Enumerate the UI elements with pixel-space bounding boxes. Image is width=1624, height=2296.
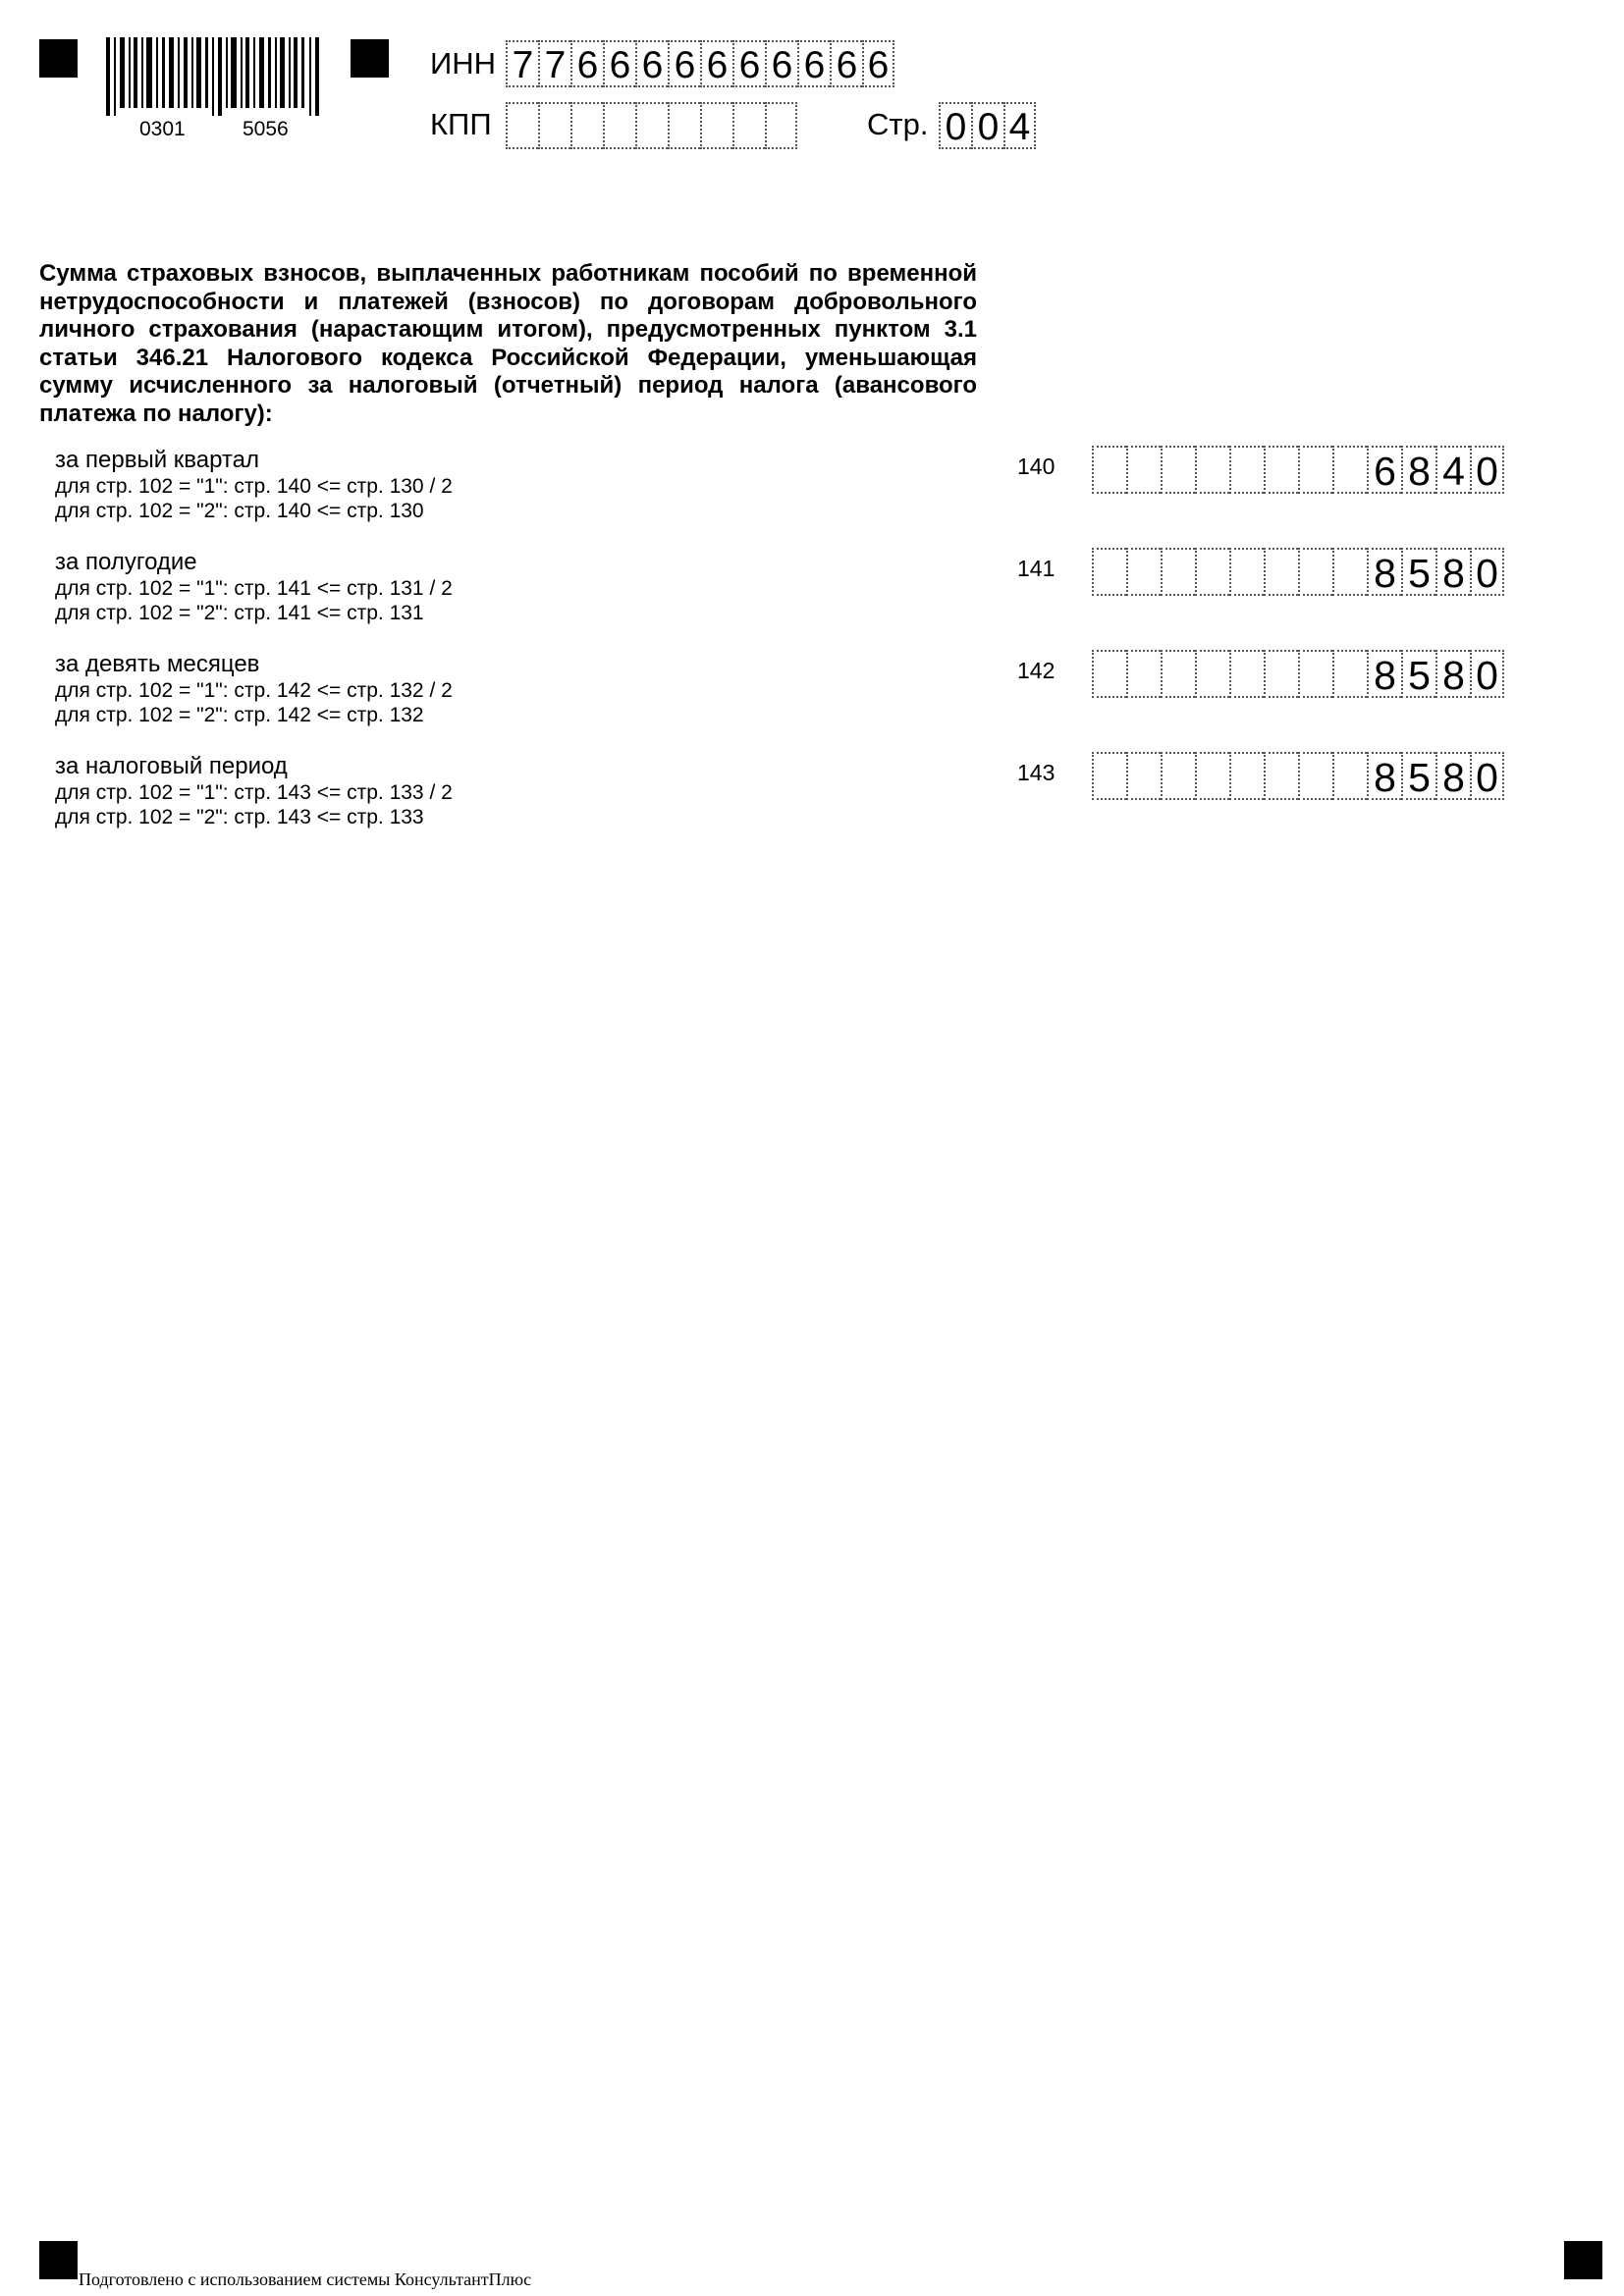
inn-cell: 7	[506, 40, 538, 87]
inn-cell: 6	[635, 40, 668, 87]
amount-cell	[1126, 548, 1161, 596]
inn-cell: 6	[570, 40, 603, 87]
row-code: 143	[1017, 760, 1056, 785]
amount-cell	[1092, 752, 1126, 800]
page-number-cell: 0	[971, 102, 1003, 149]
row-condition-1: для стр. 102 = "1": стр. 141 <= стр. 131 / 2	[55, 577, 453, 600]
page-number-cell: 4	[1003, 102, 1036, 149]
amount-cell	[1264, 650, 1298, 698]
amount-cell	[1092, 446, 1126, 494]
inn-cell: 6	[765, 40, 797, 87]
row-code: 142	[1017, 658, 1056, 683]
amount-cell: 8	[1367, 548, 1401, 596]
amount-cell: 0	[1470, 548, 1504, 596]
row-condition-1: для стр. 102 = "1": стр. 142 <= стр. 132 / 2	[55, 679, 453, 702]
amount-cell: 6	[1367, 446, 1401, 494]
amount-cell	[1298, 752, 1332, 800]
inn-cell: 6	[668, 40, 700, 87]
amount-cell	[1195, 752, 1229, 800]
inn-cell: 6	[700, 40, 732, 87]
row-title: за полугодие	[55, 549, 197, 575]
barcode-left-number: 0301	[139, 118, 186, 140]
kpp-cell	[570, 102, 603, 149]
row-title: за налоговый период	[55, 753, 288, 779]
row-condition-2: для стр. 102 = "2": стр. 140 <= стр. 130	[55, 500, 424, 522]
corner-marker-top-left	[39, 39, 78, 78]
amount-cell	[1126, 446, 1161, 494]
barcode	[106, 37, 321, 116]
page-number-cell: 0	[939, 102, 971, 149]
amount-cell	[1195, 650, 1229, 698]
kpp-cell	[506, 102, 538, 149]
inn-field[interactable]	[506, 40, 894, 87]
amount-cell	[1229, 446, 1264, 494]
kpp-cell	[732, 102, 765, 149]
page-label: Стр.	[867, 107, 929, 141]
amount-cell: 8	[1367, 752, 1401, 800]
amount-cell: 8	[1435, 650, 1470, 698]
corner-marker-bottom-right	[1564, 2241, 1602, 2279]
barcode-right-number: 5056	[243, 118, 289, 140]
inn-cell: 7	[538, 40, 570, 87]
row-condition-2: для стр. 102 = "2": стр. 141 <= стр. 131	[55, 602, 424, 624]
row-amount-field-143[interactable]	[1092, 752, 1504, 799]
amount-cell: 8	[1435, 752, 1470, 800]
amount-cell	[1126, 650, 1161, 698]
row-amount-field-140[interactable]	[1092, 446, 1504, 493]
inn-cell: 6	[603, 40, 635, 87]
amount-cell	[1332, 548, 1367, 596]
amount-cell	[1229, 752, 1264, 800]
row-condition-1: для стр. 102 = "1": стр. 140 <= стр. 130 / 2	[55, 475, 453, 498]
row-condition-1: для стр. 102 = "1": стр. 143 <= стр. 133 / 2	[55, 781, 453, 804]
corner-marker-top-right	[351, 39, 389, 78]
amount-cell	[1298, 650, 1332, 698]
row-code: 141	[1017, 556, 1056, 581]
amount-cell	[1264, 752, 1298, 800]
section-heading: Сумма страховых взносов, выплаченных работникам пособий по временной нетрудоспособности и платежей (взносов) по договорам добровольного личного страхования (нарастающим итогом), предусмотренных пунктом 3.1 статьи 346.21 Налогового кодекса Российской Федерации, уменьшающая сумму исчисленного за налоговый (отчетный) период налога (авансового платежа по налогу):	[39, 260, 977, 427]
amount-cell: 0	[1470, 446, 1504, 494]
amount-cell	[1161, 446, 1195, 494]
page-number-field[interactable]	[939, 102, 1036, 149]
amount-cell	[1332, 446, 1367, 494]
amount-cell: 5	[1401, 752, 1435, 800]
amount-cell	[1229, 548, 1264, 596]
inn-cell: 6	[830, 40, 862, 87]
row-title: за первый квартал	[55, 447, 260, 473]
amount-cell	[1195, 548, 1229, 596]
inn-cell: 6	[732, 40, 765, 87]
row-amount-field-141[interactable]	[1092, 548, 1504, 595]
amount-cell	[1332, 752, 1367, 800]
row-condition-2: для стр. 102 = "2": стр. 142 <= стр. 132	[55, 704, 424, 726]
amount-cell: 8	[1401, 446, 1435, 494]
amount-cell: 5	[1401, 650, 1435, 698]
amount-cell: 5	[1401, 548, 1435, 596]
amount-cell: 0	[1470, 650, 1504, 698]
amount-cell	[1161, 650, 1195, 698]
footer-note: Подготовлено с использованием системы КонсультантПлюс	[79, 2269, 532, 2289]
kpp-cell	[603, 102, 635, 149]
kpp-cell	[668, 102, 700, 149]
amount-cell	[1229, 650, 1264, 698]
corner-marker-bottom-left	[39, 2241, 78, 2279]
kpp-cell	[700, 102, 732, 149]
inn-cell: 6	[797, 40, 830, 87]
amount-cell	[1264, 446, 1298, 494]
amount-cell	[1161, 752, 1195, 800]
amount-cell	[1298, 446, 1332, 494]
amount-cell: 0	[1470, 752, 1504, 800]
kpp-field[interactable]	[506, 102, 797, 149]
amount-cell: 8	[1367, 650, 1401, 698]
kpp-label: КПП	[430, 107, 492, 141]
amount-cell	[1298, 548, 1332, 596]
amount-cell	[1332, 650, 1367, 698]
inn-label: ИНН	[430, 46, 497, 80]
row-title: за девять месяцев	[55, 651, 260, 677]
amount-cell	[1126, 752, 1161, 800]
kpp-cell	[765, 102, 797, 149]
amount-cell	[1195, 446, 1229, 494]
row-amount-field-142[interactable]	[1092, 650, 1504, 697]
amount-cell	[1092, 548, 1126, 596]
amount-cell	[1161, 548, 1195, 596]
amount-cell	[1092, 650, 1126, 698]
row-condition-2: для стр. 102 = "2": стр. 143 <= стр. 133	[55, 806, 424, 828]
row-code: 140	[1017, 454, 1056, 479]
amount-cell: 4	[1435, 446, 1470, 494]
kpp-cell	[538, 102, 570, 149]
kpp-cell	[635, 102, 668, 149]
amount-cell	[1264, 548, 1298, 596]
inn-cell: 6	[862, 40, 894, 87]
amount-cell: 8	[1435, 548, 1470, 596]
